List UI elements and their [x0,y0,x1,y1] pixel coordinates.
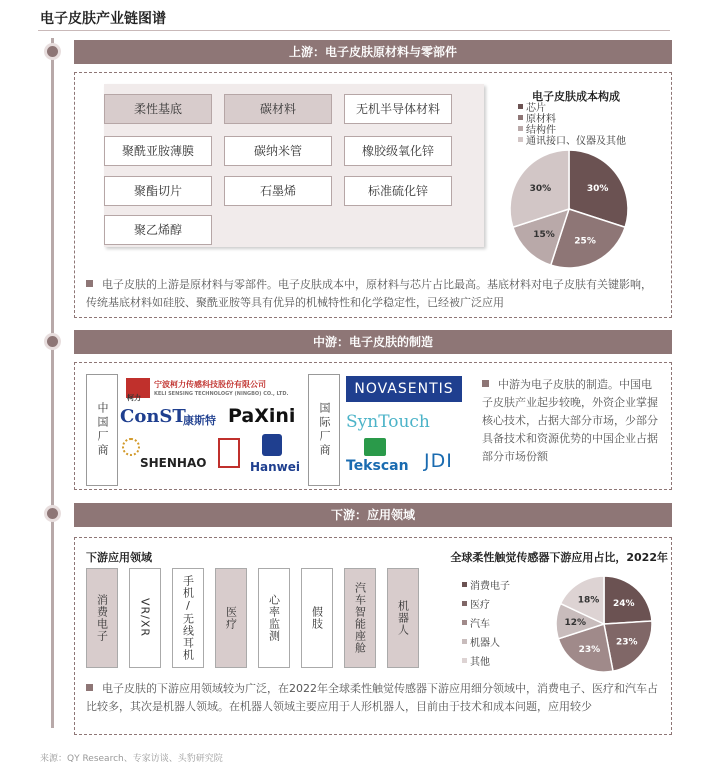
tekscan-logo-icon [364,438,386,456]
app-category-label: 消费电子 [95,594,109,642]
legend-label: 医疗 [470,600,490,611]
legend-item [518,103,626,114]
legend-swatch [518,104,523,109]
hanwei-logo: Hanwei [250,460,301,474]
upstream-description [86,276,662,312]
upstream-bar: 上游：电子皮肤原材料与零部件 [74,40,672,64]
app-pie-chart [554,574,654,674]
app-chart-legend [462,577,510,672]
keli-mark: 柯力 [127,394,141,402]
app-category [387,568,419,668]
legend-label: 通讯接口、仪器及其他 [526,136,626,147]
shenhao-logo-icon [122,438,140,456]
apps-title: 下游应用领域 [86,551,152,564]
legend-swatch [518,137,523,142]
app-category [86,568,118,668]
legend-item [462,615,510,634]
legend-swatch [462,601,467,606]
app-category [172,568,204,668]
cost-chart-legend [518,103,626,147]
material-item: 聚乙烯醇 [104,215,212,245]
hanwei-logo-icon [262,434,282,456]
midstream-bar: 中游：电子皮肤的制造 [74,330,672,354]
legend-label: 汽车 [470,619,490,630]
title-divider [38,30,670,31]
pie-value-label: 23% [615,637,638,648]
legend-item [462,596,510,615]
bullet-square [482,380,489,387]
legend-swatch [462,658,467,663]
legend-label: 其他 [470,657,490,668]
source-note: 来源：QY Research、专家访谈、头豹研究院 [40,754,223,764]
pie-value-label: 30% [586,184,609,195]
timeline-dot-midstream [44,333,61,350]
tekscan-logo: Tekscan [346,458,409,474]
pie-value-label: 30% [529,184,552,195]
legend-swatch [462,639,467,644]
legend-label: 芯片 [526,103,546,114]
material-item: 碳材料 [224,94,332,124]
legend-item [462,653,510,672]
const-logo: ConST [120,406,186,427]
legend-swatch [518,115,523,120]
brand-seal-icon [218,438,240,468]
app-category-label: VR/XR [138,598,152,638]
pie-value-label: 23% [578,644,601,655]
timeline-dot-upstream [44,43,61,60]
pie-value-label: 12% [564,618,587,629]
downstream-description-text: 电子皮肤的下游应用领域较为广泛，在2022年全球柔性触觉传感器下游应用细分领域中，消费电子、医疗和汽车占比较多，其次是机器人领域。在机器人领域主要应用于人形机器人，目前由于技术和成本问题，应用较少 [86,682,658,713]
material-item: 碳纳米管 [224,136,332,166]
china-vendors-label: 中国厂商 [86,374,118,486]
app-category [301,568,333,668]
legend-swatch [462,582,467,587]
novasentis-logo: NOVASENTIS [346,376,462,402]
app-category [344,568,376,668]
pie-value-label: 18% [577,595,600,606]
legend-item [462,577,510,596]
legend-swatch [462,620,467,625]
legend-item [518,114,626,125]
app-chart-title: 全球柔性触觉传感器下游应用占比，2022年 [450,551,668,564]
intl-vendors-label: 国际厂商 [308,374,340,486]
bullet-square [86,280,93,287]
legend-item [518,125,626,136]
app-category-label: 医疗 [224,606,238,630]
material-item: 柔性基底 [104,94,212,124]
midstream-description [482,376,662,466]
app-category [258,568,290,668]
timeline-line [51,38,54,728]
app-category-label: 假肢 [310,606,324,630]
legend-label: 结构件 [526,125,556,136]
jdi-logo: JDI [424,450,453,472]
material-item: 橡胶级氧化锌 [344,136,452,166]
downstream-bar: 下游：应用领域 [74,503,672,527]
legend-item [518,136,626,147]
legend-label: 消费电子 [470,581,510,592]
syntouch-logo: SynTouch [346,412,430,432]
timeline-dot-downstream [44,505,61,522]
legend-item [462,634,510,653]
material-item: 聚酰亚胺薄膜 [104,136,212,166]
app-category-label: 心率监测 [267,594,281,642]
app-category [215,568,247,668]
app-category-label: 汽车智能座舱 [353,582,367,654]
legend-label: 原材料 [526,114,556,125]
app-category [129,568,161,668]
material-item: 标准硫化锌 [344,176,452,206]
const-logo-cn: 康斯特 [183,414,216,427]
cost-pie-chart [508,148,630,270]
app-category-label: 手机/无线耳机 [181,575,195,661]
page-title: 电子皮肤产业链图谱 [40,11,166,27]
cost-chart-title: 电子皮肤成本构成 [532,90,620,103]
pie-value-label: 25% [574,236,596,247]
downstream-description [86,680,666,716]
upstream-description-text: 电子皮肤的上游是原材料与零部件。电子皮肤成本中，原材料与芯片占比最高。基底材料对电子皮肤有关键影响，传统基底材料如硅胶、聚酰亚胺等具有优异的机械特性和化学稳定性，已经被广泛应用 [86,278,652,309]
keli-logo-en: KELI SENSING TECHNOLOGY (NINGBO) CO., LTD. [154,391,289,397]
paxini-logo: PaXini [228,405,296,427]
keli-logo-cn: 宁波柯力传感科技股份有限公司 [154,380,266,389]
app-category-label: 机器人 [396,600,410,636]
pie-value-label: 24% [612,599,635,610]
material-item: 无机半导体材料 [344,94,452,124]
material-item: 聚酯切片 [104,176,212,206]
bullet-square [86,684,93,691]
legend-swatch [518,126,523,131]
shenhao-logo: SHENHAO [140,456,207,470]
pie-value-label: 15% [533,230,555,241]
material-item: 石墨烯 [224,176,332,206]
midstream-description-text: 中游为电子皮肤的制造。中国电子皮肤产业起步较晚，外资企业掌握核心技术，占据大部分市场，少部分具备技术和资源优势的中国企业占据部分市场份额 [482,378,658,463]
legend-label: 机器人 [470,638,500,649]
